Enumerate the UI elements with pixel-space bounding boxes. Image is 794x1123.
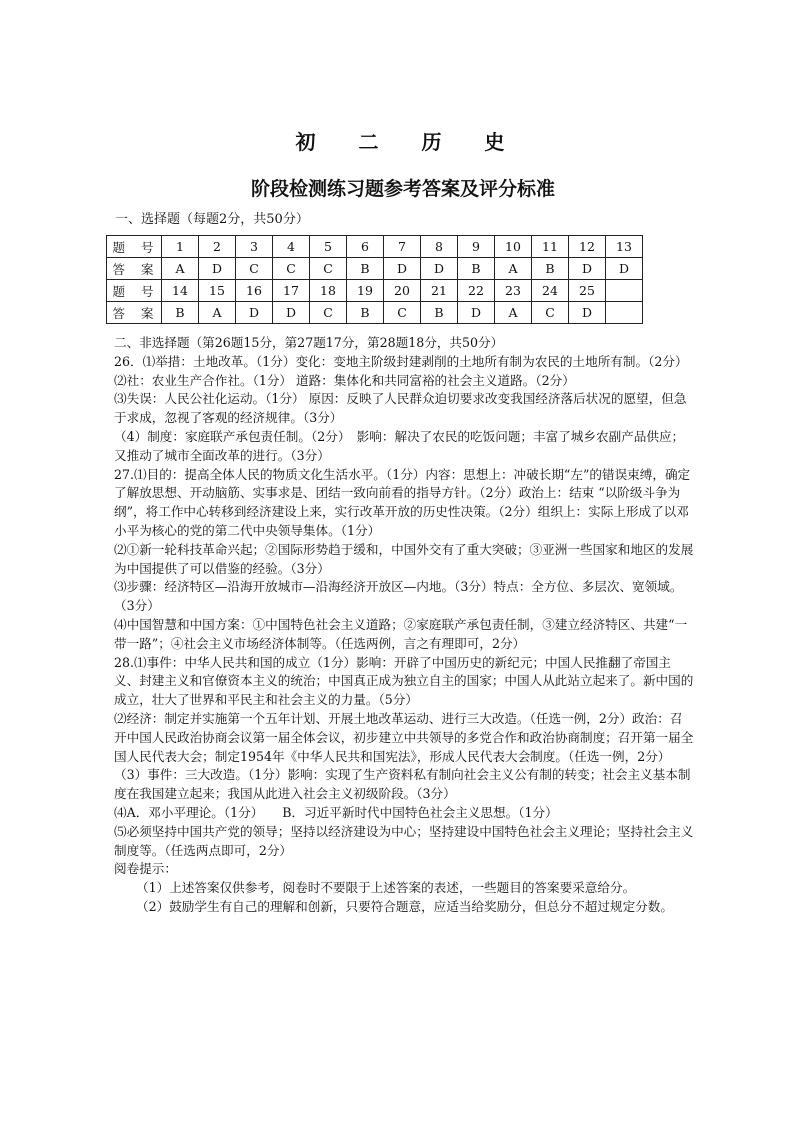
grading-tip: （2）鼓励学生有自己的理解和创新，只要符合题意，应适当给奖励分，但总分不超过规定分数。 — [136, 898, 673, 914]
answer-paragraph: ⑸必须坚持中国共产党的领导；坚持以经济建设为中心；坚持建设中国特色社会主义理论；坚持社会主义制度等。（任选两点即可，2分） — [114, 823, 694, 858]
answer-paragraph: ⑵社：农业生产合作社。（1分） 道路：集体化和共同富裕的社会主义道路。（2分） — [114, 372, 575, 388]
question-number: 21 — [421, 280, 458, 302]
question-number: 20 — [384, 280, 421, 302]
table-row — [107, 302, 643, 324]
answer-cell: B — [347, 258, 384, 280]
table-row — [107, 236, 643, 258]
answer-paragraph: ⑶步骤：经济特区—沿海开放城市—沿海经济开放区—内地。（3分）特点：全方位、多层次、宽领域。（3分） — [114, 579, 683, 614]
question-number: 24 — [532, 280, 569, 302]
answer-cell: C — [310, 302, 347, 324]
answer-cell: C — [273, 258, 310, 280]
answer-cell: A — [495, 258, 532, 280]
grading-tips-heading: 阅卷提示： — [114, 861, 177, 877]
answer-cell: C — [236, 258, 273, 280]
answer-paragraph: 27.⑴目的：提高全体人民的物质文化生活水平。（1分）内容：思想上：冲破长期“左”的错误束缚，确定了解放思想、开动脑筋、实事求是、团结一致向前看的指导方针。（2分）政治上：结束 “以阶级斗争为纲”，将工作中心转移到经济建设上来，实行改革开放的历史性决策。（2分）组织上：实际上形成了以邓小平为核心的党的第二代中央领导集体。（1分） — [114, 466, 691, 538]
question-number: 23 — [495, 280, 532, 302]
question-number: 3 — [236, 236, 273, 258]
answer-paragraph: ⑶失误：人民公社化运动。（1分） 原因：反映了人民群众迫切要求改变我国经济落后状况的愿望，但急于求成，忽视了客观的经济规律。（3分） — [114, 391, 687, 426]
row-label: 题 号 — [107, 280, 162, 302]
section-heading: 二、非选择题（第26题15分，第27题17分，第28题18分，共50分） — [114, 335, 504, 350]
question-number: 12 — [569, 236, 606, 258]
answer-body — [114, 334, 694, 917]
answer-cell: D — [236, 302, 273, 324]
answer-cell: B — [458, 258, 495, 280]
question-number: 19 — [347, 280, 384, 302]
question-number: 14 — [162, 280, 199, 302]
answer-cell: C — [532, 302, 569, 324]
question-number: 25 — [569, 280, 606, 302]
answer-table — [106, 235, 643, 324]
question-number: 18 — [310, 280, 347, 302]
answer-cell: A — [495, 302, 532, 324]
question-number: 15 — [199, 280, 236, 302]
question-number: 8 — [421, 236, 458, 258]
question-number — [606, 280, 643, 302]
question-number: 11 — [532, 236, 569, 258]
question-number: 1 — [162, 236, 199, 258]
question-number: 6 — [347, 236, 384, 258]
answer-paragraph: ⑷A．邓小平理论。（1分） B．习近平新时代中国特色社会主义思想。（1分） — [114, 804, 558, 820]
answer-cell: D — [384, 258, 421, 280]
answer-cell: D — [606, 258, 643, 280]
answer-cell: B — [347, 302, 384, 324]
answer-paragraph: 28.⑴事件：中华人民共和国的成立（1分）影响：开辟了中国历史的新纪元；中国人民推翻了帝国主义、封建主义和官僚资本主义的统治；中国真正成为独立自主的国家；中国人从此站立起来了。新中国的成立，壮大了世界和平民主和社会主义的力量。（5分） — [114, 654, 694, 708]
answer-cell: D — [569, 258, 606, 280]
question-number: 2 — [199, 236, 236, 258]
answer-cell: B — [162, 302, 199, 324]
answer-cell: B — [532, 258, 569, 280]
table-row — [107, 258, 643, 280]
answer-cell: D — [421, 258, 458, 280]
answer-paragraph: ⑷中国智慧和中国方案：①中国特色社会主义道路；②家庭联产承包责任制，③建立经济特区、共建“一带一路”；④社会主义市场经济体制等。（任选两例，言之有理即可，2分） — [114, 616, 688, 651]
question-number: 4 — [273, 236, 310, 258]
grading-tip: （1）上述答案仅供参考，阅卷时不要限于上述答案的表述，一些题目的答案要采意给分。 — [136, 880, 636, 896]
answer-cell: D — [199, 258, 236, 280]
answer-paragraph: （3）事件：三大改造。（1分）影响：实现了生产资料私有制向社会主义公有制的转变；社会主义基本制度在我国建立起来；我国从此进入社会主义初级阶段。（3分） — [114, 767, 691, 802]
answer-paragraph: （4）制度：家庭联产承包责任制。（2分） 影响：解决了农民的吃饭问题；丰富了城乡农副产品供应；又推动了城市全面改革的进行。（3分） — [114, 428, 685, 463]
answer-paragraph: 26．⑴举措：土地改革。（1分）变化：变地主阶级封建剥削的土地所有制为农民的土地所有制。（2分） — [114, 353, 688, 369]
row-label: 答 案 — [107, 302, 162, 324]
question-number: 5 — [310, 236, 347, 258]
answer-cell: D — [569, 302, 606, 324]
answer-cell: C — [384, 302, 421, 324]
answer-cell: D — [273, 302, 310, 324]
question-number: 10 — [495, 236, 532, 258]
question-number: 22 — [458, 280, 495, 302]
row-label: 题 号 — [107, 236, 162, 258]
question-number: 13 — [606, 236, 643, 258]
answer-cell: B — [421, 302, 458, 324]
question-number: 16 — [236, 280, 273, 302]
question-number: 7 — [384, 236, 421, 258]
answer-cell: C — [310, 258, 347, 280]
answer-cell — [606, 302, 643, 324]
row-label: 答 案 — [107, 258, 162, 280]
answer-cell: A — [162, 258, 199, 280]
page-title: 初 二 历 史 — [295, 130, 523, 154]
page-subtitle: 阶段检测练习题参考答案及评分标准 — [250, 178, 555, 200]
answer-paragraph: ⑵①新一轮科技革命兴起；②国际形势趋于缓和，中国外交有了重大突破；③亚洲一些国家和地区的发展为中国提供了可以借鉴的经验。（3分） — [114, 541, 694, 576]
answer-cell: D — [458, 302, 495, 324]
answer-cell: A — [199, 302, 236, 324]
table-row — [107, 280, 643, 302]
question-number: 9 — [458, 236, 495, 258]
answer-paragraph: ⑵经济：制定并实施第一个五年计划、开展土地改革运动、进行三大改造。（任选一例，2分）政治：召开中国人民政治协商会议第一届全体会议，初步建立中共领导的多党合作和政治协商制度；召开第一届全国人民代表大会；制定1954年《中华人民共和国宪法》，形成人民代表大会制度。（任选一例，2分） — [114, 710, 694, 764]
question-number: 17 — [273, 280, 310, 302]
section-multiple-choice-heading: 一、选择题（每题2分，共50分） — [115, 212, 309, 227]
